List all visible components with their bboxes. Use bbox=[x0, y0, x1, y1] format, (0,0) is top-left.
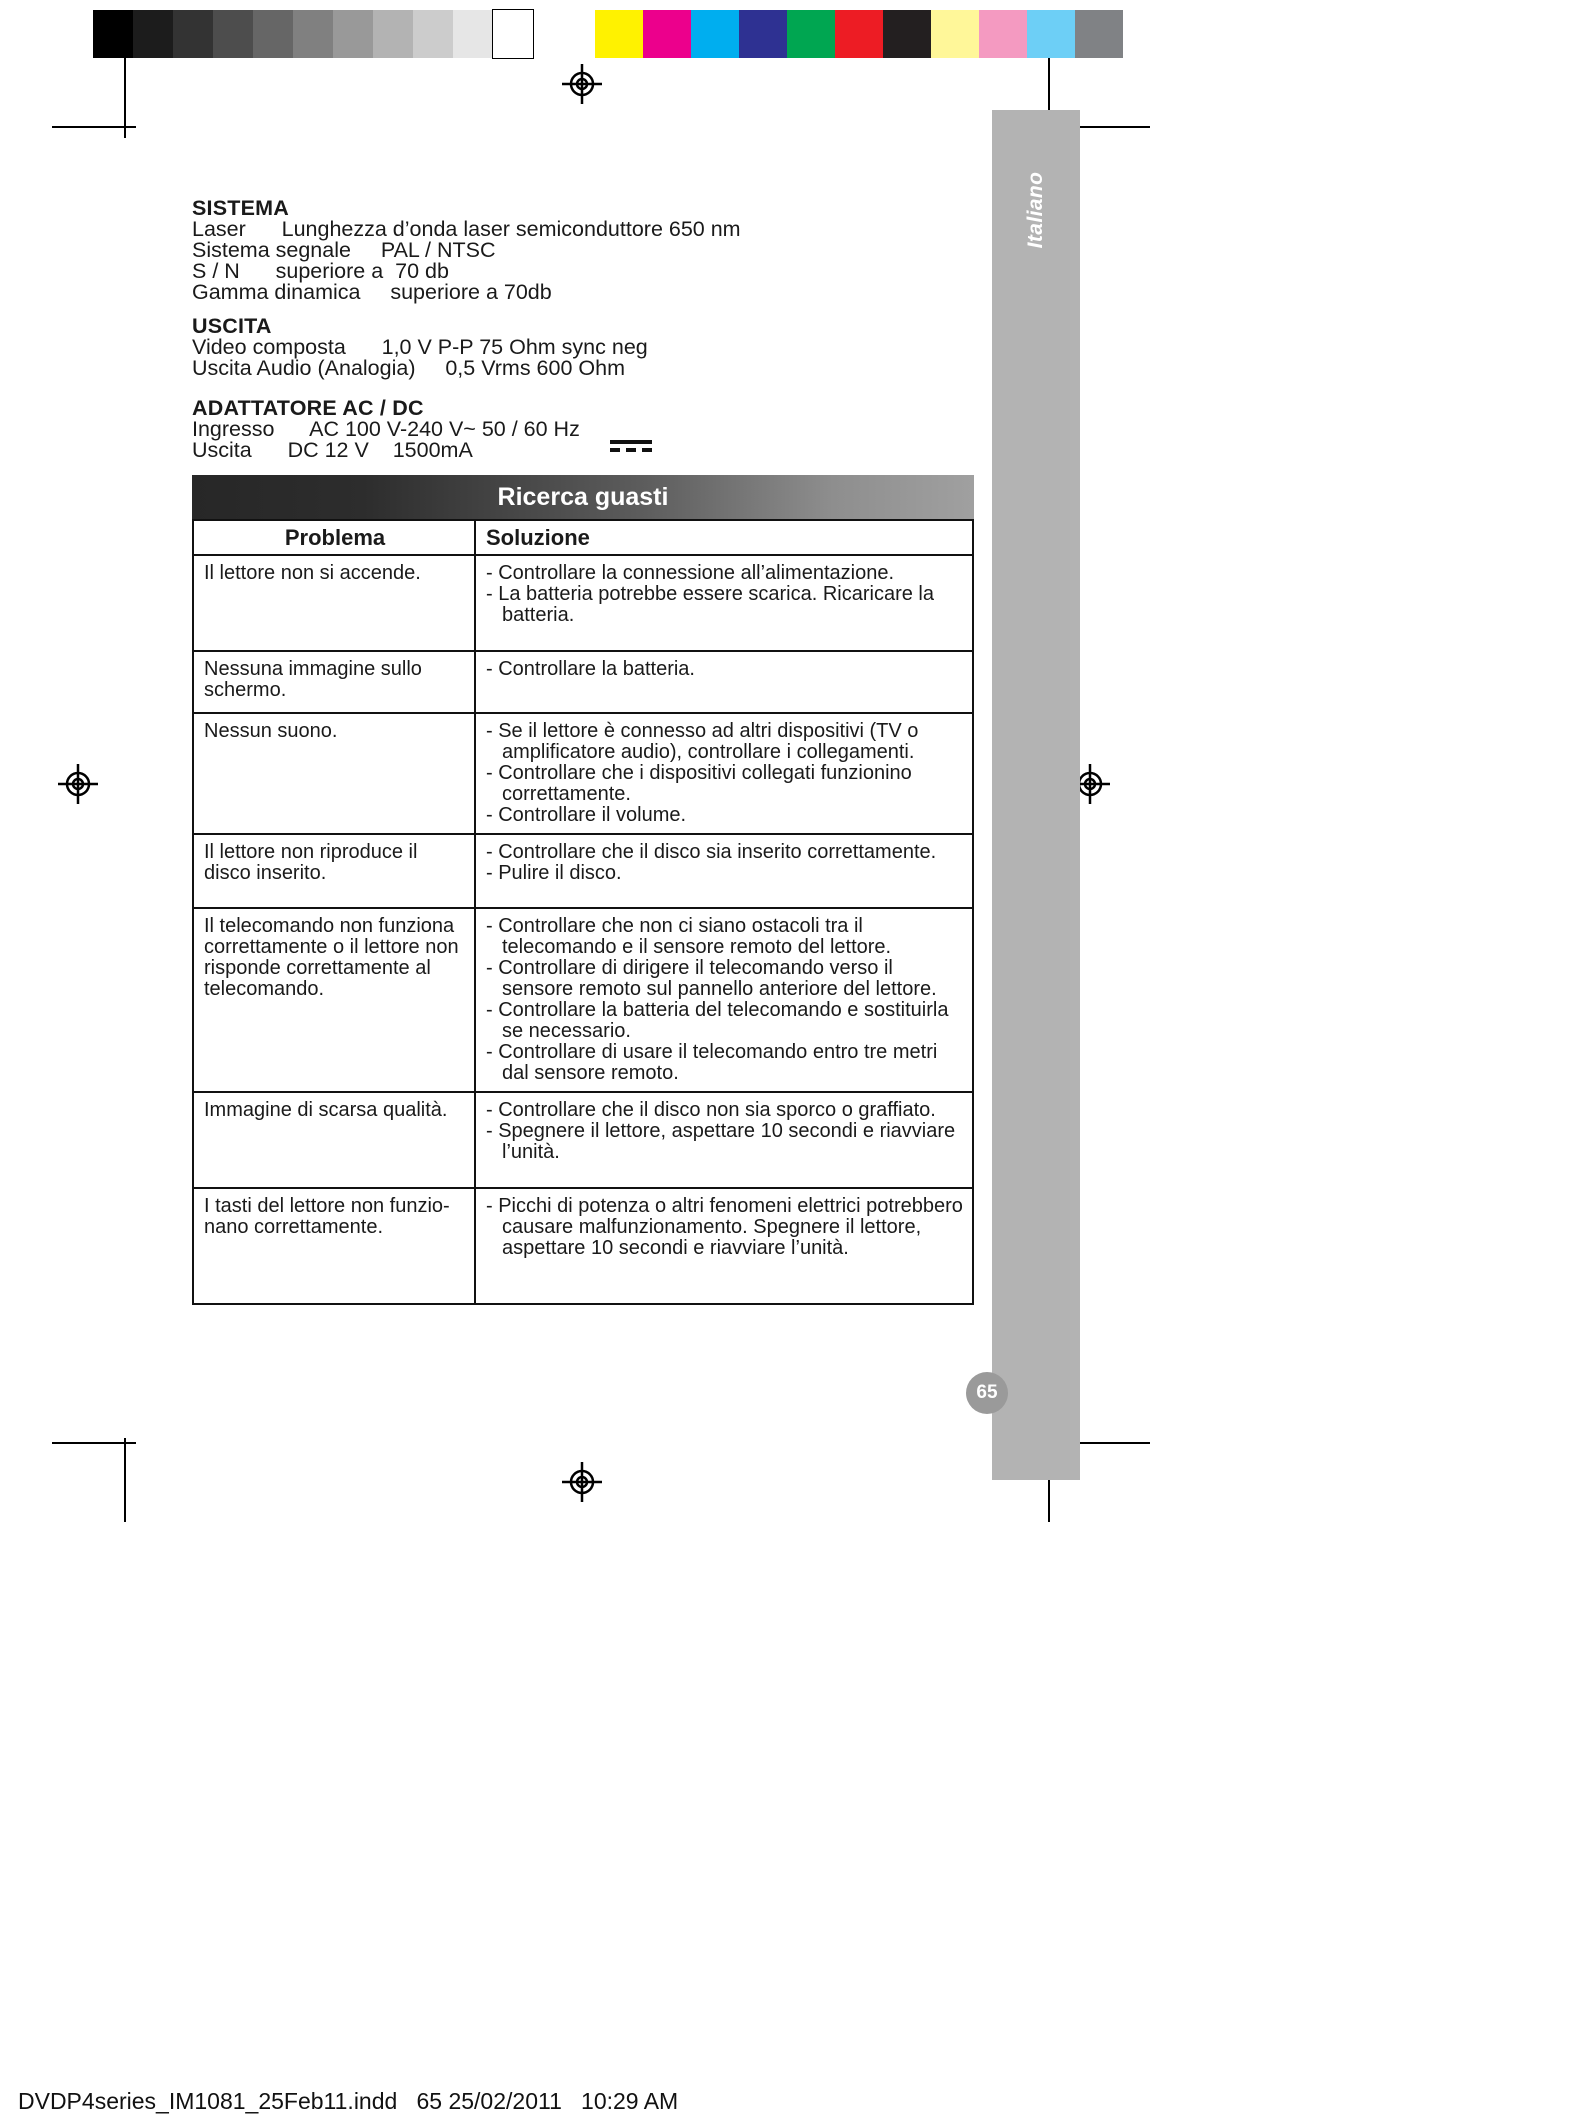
cell-problem: Nessuna immagine sullo schermo. bbox=[193, 651, 475, 713]
troubleshooting-table bbox=[192, 519, 974, 1305]
cell-solution bbox=[475, 713, 973, 834]
solution-item: - Picchi di potenza o altri fenomeni elettrici potrebbero causare malfunzionamento. Spegnere il lettore, aspettare 10 secondi e riavviare l’unità. bbox=[486, 1195, 963, 1259]
spec-line: S / N superiore a 70 db bbox=[192, 259, 449, 283]
spec-line: Sistema segnale PAL / NTSC bbox=[192, 238, 496, 262]
solution-item: - Controllare la batteria. bbox=[486, 658, 695, 680]
solution-item: - La batteria potrebbe essere scarica. Ricaricare la batteria. bbox=[486, 583, 934, 626]
table-row bbox=[193, 1188, 973, 1304]
cell-solution bbox=[475, 908, 973, 1092]
spec-section-sistema bbox=[192, 198, 741, 303]
solution-item: - Controllare la connessione all’alimentazione. bbox=[486, 562, 894, 584]
solution-item: - Controllare di usare il telecomando entro tre metri dal sensore remoto. bbox=[486, 1041, 938, 1084]
column-header-soluzione: Soluzione bbox=[475, 520, 973, 555]
dc-power-symbol-icon bbox=[610, 440, 652, 452]
table-row bbox=[193, 908, 973, 1092]
table-row bbox=[193, 555, 973, 651]
column-header-problema: Problema bbox=[193, 520, 475, 555]
table-body bbox=[193, 555, 973, 1304]
spec-heading: ADATTATORE AC / DC bbox=[192, 396, 424, 420]
spec-line: Laser Lunghezza d’onda laser semiconduttore 650 nm bbox=[192, 217, 741, 241]
page-number-badge: 65 bbox=[966, 1372, 1008, 1414]
cell-problem: I tasti del lettore non funzio-nano correttamente. bbox=[193, 1188, 475, 1304]
cell-problem: Nessun suono. bbox=[193, 713, 475, 834]
solution-item: - Controllare che il disco sia inserito correttamente. bbox=[486, 841, 937, 863]
table-row bbox=[193, 713, 973, 834]
table-row bbox=[193, 651, 973, 713]
spec-line: Uscita Audio (Analogia) 0,5 Vrms 600 Ohm bbox=[192, 356, 625, 380]
solution-item: - Spegnere il lettore, aspettare 10 secondi e riavviare l’unità. bbox=[486, 1120, 956, 1163]
cell-solution bbox=[475, 1092, 973, 1188]
solution-item: - Controllare che non ci siano ostacoli tra il telecomando e il sensore remoto del lettore. bbox=[486, 915, 892, 958]
cell-problem: Immagine di scarsa qualità. bbox=[193, 1092, 475, 1188]
cell-solution bbox=[475, 555, 973, 651]
table-row bbox=[193, 1092, 973, 1188]
solution-item: - Controllare il volume. bbox=[486, 804, 687, 826]
solution-item: - Controllare la batteria del telecomando e sostituirla se necessario. bbox=[486, 999, 949, 1042]
language-tab-label: Italiano bbox=[1024, 171, 1047, 249]
spec-section-adattatore bbox=[192, 398, 580, 461]
solution-item: - Pulire il disco. bbox=[486, 862, 622, 884]
solution-item: - Controllare di dirigere il telecomando verso il sensore remoto sul pannello anteriore del lettore. bbox=[486, 957, 937, 1000]
spec-heading: SISTEMA bbox=[192, 196, 289, 220]
table-header-row bbox=[193, 520, 973, 555]
cell-solution bbox=[475, 1188, 973, 1304]
footer-slug: DVDP4series_IM1081_25Feb11.indd 65 25/02/2011 10:29 AM bbox=[18, 2088, 679, 2114]
cell-solution bbox=[475, 651, 973, 713]
cell-problem: Il telecomando non funziona correttamente o il lettore non risponde correttamente al telecomando. bbox=[193, 908, 475, 1092]
solution-item: - Controllare che il disco non sia sporco o graffiato. bbox=[486, 1099, 936, 1121]
solution-item: - Se il lettore è connesso ad altri dispositivi (TV o amplificatore audio), controllare i collegamenti. bbox=[486, 720, 919, 763]
spec-line: Video composta 1,0 V P-P 75 Ohm sync neg bbox=[192, 335, 648, 359]
solution-item: - Controllare che i dispositivi collegati funzionino correttamente. bbox=[486, 762, 912, 805]
table-row bbox=[193, 834, 973, 908]
cell-problem: Il lettore non riproduce il disco inserito. bbox=[193, 834, 475, 908]
troubleshooting-title: Ricerca guasti bbox=[192, 475, 974, 519]
spec-line: Ingresso AC 100 V-240 V~ 50 / 60 Hz bbox=[192, 417, 580, 441]
cell-problem: Il lettore non si accende. bbox=[193, 555, 475, 651]
cell-solution bbox=[475, 834, 973, 908]
spec-section-uscita bbox=[192, 316, 648, 379]
spec-heading: USCITA bbox=[192, 314, 272, 338]
spec-line: Uscita DC 12 V 1500mA bbox=[192, 438, 473, 462]
troubleshooting-section bbox=[192, 475, 974, 1305]
spec-line: Gamma dinamica superiore a 70db bbox=[192, 280, 552, 304]
